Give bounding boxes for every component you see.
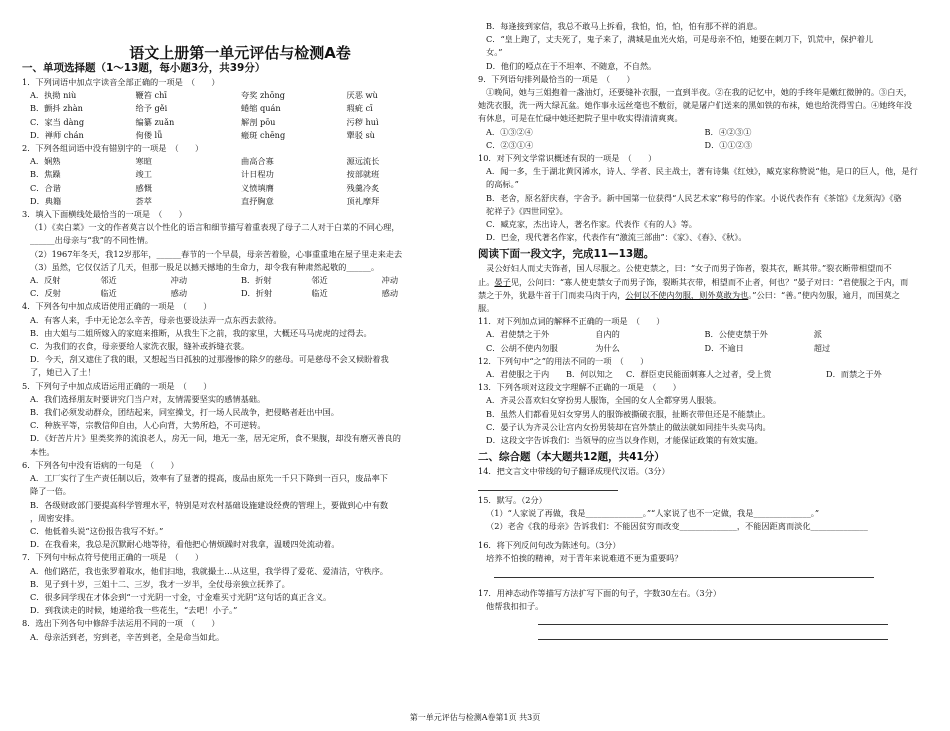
passage-line: 灵公好妇人而丈夫饰者，国人尽服之。公使吏禁之，曰：“女子而男子饰者，裂其衣，断其带。”裂衣断带相望而不 xyxy=(478,263,892,274)
option-row xyxy=(22,287,452,300)
option: 源远流长 xyxy=(346,156,380,167)
option: 超过 xyxy=(813,342,831,353)
underlined-name: 晏子 xyxy=(494,276,511,287)
passage-line: （2）1967年冬天，我12岁那年，______春节的一个早晨，母亲苦着脸，心事重重地在屋子里走来走去 xyxy=(30,248,403,259)
option-row xyxy=(478,342,923,355)
option-row xyxy=(22,155,452,168)
question: 14．把文言文中带线的句子翻译成现代汉语。（3分） xyxy=(478,466,670,477)
option: D．这段文字告诉我们：当领导的应当以身作则，才能保证政策的有效实施。 xyxy=(486,435,763,446)
fill-blank[interactable]: （1）“人家说了再做，我是______________。”“人家说了也不一定做，我是______________。” xyxy=(486,507,820,518)
option: A．君使禁之于外 xyxy=(486,329,550,340)
option: C．他低着头说“这份报告我写不好。” xyxy=(30,525,164,536)
option: D．而禁之于外 xyxy=(826,369,882,380)
option: D．禅师 chán xyxy=(30,129,84,140)
option-row xyxy=(22,89,452,102)
option-row xyxy=(22,274,452,287)
question: 11．对下列加点词的解释不正确的一项是 （ ） xyxy=(478,316,665,327)
passage-line: ______出母亲与“我”的不同性情。 xyxy=(30,235,153,246)
option: 感动 xyxy=(170,288,188,299)
option: A．反射 xyxy=(30,275,61,286)
option: 冲动 xyxy=(381,275,399,286)
underlined-sentence: 公何以不使内勿服，则外莫敢为也 xyxy=(625,289,749,300)
option: 邻近 xyxy=(311,275,328,286)
option: 的高标。” xyxy=(486,179,519,190)
answer-line[interactable] xyxy=(538,628,888,640)
option: C．②③①④ xyxy=(486,139,534,150)
option: 计日程功 xyxy=(241,169,274,180)
option: 了，她已入了土！ xyxy=(30,367,96,378)
option: 残羹冷炙 xyxy=(346,182,380,193)
question: 10．对下列文学常识概述有误的一项是 （ ） xyxy=(478,153,657,164)
option: 曲高合寡 xyxy=(241,156,274,167)
option: 本性。 xyxy=(30,446,55,457)
option: 夸奖 zhōng xyxy=(241,90,286,101)
option: A．我们选择朋友时要讲究门当户对，友情需要坚实的感情基础。 xyxy=(30,393,266,404)
passage-line: （1）《卖白菜》一文的作者莫言以个性化的语言和细节描写着重表现了母子二人对于白菜的不同心理， xyxy=(30,222,400,233)
reading-heading: 阅读下面一段文字，完成11—13题。 xyxy=(478,248,655,261)
option: C．群臣吏民能面刺寡人之过者，受上赏 xyxy=(626,369,772,380)
option: A．有客人来，手中无论怎么辛苦，母亲也要设法弄一点东西去款待。 xyxy=(30,314,282,325)
fill-blank[interactable]: （2）老舍《我的母亲》告诉我们：不能因贫穷而改变______________，不能因距离而淡化______________ xyxy=(486,520,868,531)
option: D．在我看来，我总是沉默耐心地等待，看他把心情烦躁时对我拿，温暖四处流动着。 xyxy=(30,539,340,550)
question: 16．将下列反问句改为陈述句。（3分） xyxy=(478,540,621,551)
option: A．母亲活到老，穷到老，辛苦到老，全是命当如此。 xyxy=(30,631,225,642)
option: 驼祥子》《四世同堂》。 xyxy=(486,205,568,216)
option: D．今天，刮又遮住了我的眼，又想起当日孤独的过那漫惨的除夕的慈母。可是慈母不会又候盼着我 xyxy=(30,354,389,365)
question: 13．下列各项对这段文字理解不正确的一项是 （ ） xyxy=(478,382,681,393)
option: C．臧克家，杰出诗人，著名作家。代表作《有的人》等。 xyxy=(486,219,697,230)
option: 直抒胸意 xyxy=(241,195,274,206)
option: D．折射 xyxy=(240,288,273,299)
answer-line[interactable] xyxy=(478,479,618,491)
section-heading: 二、综合题（本大题共12题，共41分） xyxy=(478,451,665,464)
option: C．很多同学现在才体会到“一寸光阴一寸金，寸金难买寸光阴”这句话的真正含义。 xyxy=(30,591,332,602)
option: 瑕疵 cī xyxy=(346,103,373,114)
option: 感慨 xyxy=(135,182,152,193)
option: 自内的 xyxy=(595,329,620,340)
option: 鞭笞 chī xyxy=(135,90,167,101)
option: B．虽然人们都看见妇女穿男人的服饰被撕破衣服，扯断衣带但还是不能禁止。 xyxy=(486,408,771,419)
passage-text: 止。 xyxy=(478,276,495,287)
option: D．不逾日 xyxy=(704,342,744,353)
answer-line[interactable] xyxy=(538,613,888,625)
option: D．到我读走的时候，她递给我一些花生，“去吧！小子。” xyxy=(30,605,238,616)
option: D．巴金，现代著名作家，代表作有“激流三部曲”：《家》、《春》、《秋》。 xyxy=(486,232,747,243)
option: B．我们必须发动群众，团结起来，同室操戈，打一场人民战争，把侵略者赶出中国。 xyxy=(30,407,339,418)
option: 竣工 xyxy=(135,169,152,180)
option: D．①①②③ xyxy=(704,139,753,150)
passage-text: 见，公问曰：“寡人使吏禁女子而男子饰，裂断其衣带，相望而不止者，何也？”晏子对曰：“君使服之于内，而 xyxy=(510,276,909,287)
answer-line[interactable] xyxy=(494,566,874,578)
option: 厌恶 wù xyxy=(346,90,378,101)
question: 1．下列词语中加点字读音全部正确的一项是 （ ） xyxy=(22,77,220,87)
option-row xyxy=(478,139,923,152)
option: 污秽 huì xyxy=(346,116,379,127)
option: B．何以知之 xyxy=(566,369,613,380)
option: B．各级财政部门要提高科学管理水平，特别是对农村基础设施建设经费的管理上，要做到心中有数 xyxy=(30,499,389,510)
option: 寒暄 xyxy=(135,156,152,167)
option: 女。” xyxy=(486,47,503,58)
option: B．见子到十岁，三姐十二、三岁，我才一岁半，全仗母亲独立抚养了。 xyxy=(30,578,290,589)
option: A．君使服之于内 xyxy=(486,369,550,380)
passage-line: （3）虽然，它仅仅活了几天，但那一股足以撼天撼地的生命力，却令我有种肃然起敬的______。 xyxy=(30,261,380,272)
question: 6．下列各句中没有语病的一句是 （ ） xyxy=(22,459,179,470)
passage-text: 禁之于外，犹悬牛首于门而卖马肉于内， xyxy=(478,289,626,300)
option: 顶礼摩拜 xyxy=(346,195,380,206)
option-row xyxy=(22,182,452,195)
right-column xyxy=(478,20,923,643)
option: C．种族平等，宗教信仰自由，人心向背，大势所趋，不可逆转。 xyxy=(30,420,266,431)
option: 按部就班 xyxy=(346,169,380,180)
option: B．公使吏禁于外 xyxy=(704,329,768,340)
page-title: 语文上册第一单元评估与检测A卷 xyxy=(129,44,351,62)
option: 犟驳 sù xyxy=(346,129,375,140)
option: C．家当 dàng xyxy=(30,116,85,127)
section-heading: 一、单项选择题（1～13题，每小题3分，共39分） xyxy=(22,62,266,74)
option: B．④②③① xyxy=(704,126,752,137)
option: B．颤抖 zhàn xyxy=(30,103,83,114)
option: 荟萃 xyxy=(135,195,152,206)
passage-text: 。”公曰：“善。”使内勿服，逾月，而国莫之 xyxy=(748,289,900,300)
page-footer: 第一单元评估与检测A卷第1页 共3页 xyxy=(409,713,541,722)
option: 义愤填膺 xyxy=(241,182,274,193)
question: 15．默写。（2分） xyxy=(478,494,547,505)
option: D．《好苦片片》里类奖养的流浪老人，房无一间，地无一垄，居无定所，食不果腹，却没有磨灭善良的 xyxy=(30,433,401,444)
option-row xyxy=(478,126,923,139)
option: A．①③②④ xyxy=(486,126,533,137)
option: A．娴熟 xyxy=(30,156,61,167)
passage-line xyxy=(478,276,923,289)
passage-line: 她洗衣服，洗一两大绿瓦盆。她作事永远丝毫也不敷衍，就是屠户们送来的黑如铁的布袜，她也给洗得雪白。④她终年没 xyxy=(478,100,912,111)
passage-line xyxy=(478,289,923,302)
option: B．老舍，原名舒庆春，字舍予。新中国第一位获得“人民艺术家”称号的作家。小说代表作有《茶馆》《龙须沟》《骆 xyxy=(486,192,902,203)
option: 蜷缩 quán xyxy=(241,103,281,114)
option: 感动 xyxy=(381,288,399,299)
option-row xyxy=(478,328,923,341)
question: 12．下列句中“之”的用法不同的一项 （ ） xyxy=(478,355,649,366)
option: 降了一倍。 xyxy=(30,486,71,497)
option: B．焦躁 xyxy=(30,169,61,180)
option: A．执拗 niù xyxy=(30,90,77,101)
option: A．闻一多，生于湖北黄冈浠水，诗人、学者、民主战士，著有诗集《红烛》，臧克家称赞说“他，是口的巨人，他，是行 xyxy=(486,166,918,177)
question: 8．选出下列各句中修辞手法运用不同的一项 （ ） xyxy=(22,618,220,629)
prompt-sentence: 培养不怕挨的精神，对于青年来说难道不更为重要吗？ xyxy=(486,553,683,564)
option-row xyxy=(22,168,452,181)
question: 5．下列句子中加点成语运用正确的一项是 （ ） xyxy=(22,380,212,391)
question: 7．下列句中标点符号使用正确的一项是 （ ） xyxy=(22,552,204,563)
passage-line: 有休息，可是在忙碌中她还把院子里中收实得清清爽爽。 xyxy=(478,113,683,124)
option: 冲动 xyxy=(170,275,188,286)
option: D．他们的啞点在于不坦率、不随意，不自然。 xyxy=(486,60,657,71)
option: A．工厂实行了生产责任制以后，效率有了显著的提高，废品由原先一千只下降到一百只，废品率下 xyxy=(30,473,388,484)
option: C．反射 xyxy=(30,288,61,299)
option-row xyxy=(22,195,452,208)
question: 2．下列各组词语中没有错别字的一项是 （ ） xyxy=(22,143,204,154)
option: 编纂 zuǎn xyxy=(135,116,175,127)
option: 佝偻 lǚ xyxy=(135,129,163,140)
option: C．晏子认为齐灵公让宫内女扮男装却在宫外禁止的做法就如同挂牛头卖马肉。 xyxy=(486,421,771,432)
option: A．齐灵公喜欢妇女穿扮男人服饰，全国的女人全都穿男人服装。 xyxy=(486,395,722,406)
option: B．折射 xyxy=(240,275,272,286)
option-row xyxy=(478,368,923,381)
option: A．他们路茫，我也张罗着取水，他们扫地，我就撮土…从这里，我学得了爱花、爱清洁，守秩序。 xyxy=(30,565,388,576)
option-row xyxy=(22,116,452,129)
option: 邻近 xyxy=(100,275,117,286)
question: 4．下列各句中加点成语使用正确的一项是 （ ） xyxy=(22,301,212,312)
option: 临近 xyxy=(311,288,328,299)
option: B．每逢接到家信，我总不敢马上拆看，我怕，怕，怕，怕有那不祥的消息。 xyxy=(486,21,763,31)
option: C．公胡不使内勿服 xyxy=(486,342,558,353)
option: C．合谐 xyxy=(30,182,61,193)
option: ，周密安排。 xyxy=(30,512,80,523)
option: 瘢斑 chēng xyxy=(241,129,286,140)
prompt-sentence: 他帮我扣扣子。 xyxy=(486,600,544,611)
passage-line: ①晚间，她与三姐抱着一盏油灯，还要缝补衣服，一直到半夜。②在我的记忆中，她的手终年是嫩红微肿的。③白天， xyxy=(486,87,912,98)
option: D．典籍 xyxy=(30,195,62,206)
option: B．由大姐与二姐所嫁入的家庭来推断，从我生下之前，我的家里，大概还马马虎虎的过得去。 xyxy=(30,327,372,338)
option: C．“皇上跑了，丈夫死了，鬼子来了，满城是血光火焰，可是母亲不怕，她要在刺刀下，饥荒中，保护着儿 xyxy=(486,34,874,45)
option: 派 xyxy=(813,329,822,340)
option: 解剖 pōu xyxy=(241,116,276,127)
option: 为什么 xyxy=(595,342,620,353)
option: 临近 xyxy=(100,288,117,299)
question: 9．下列语句排列最恰当的一项是 （ ） xyxy=(478,73,635,84)
option-row xyxy=(22,129,452,142)
question: 17．用神态动作等描写方法扩写下面的句子，字数30左右。（3分） xyxy=(478,587,722,598)
passage-line: 服。 xyxy=(478,303,495,314)
question: 3．填入下面横线处最恰当的一项是 （ ） xyxy=(22,209,187,220)
option: 给予 gěi xyxy=(135,103,168,114)
option-row xyxy=(22,102,452,115)
left-column xyxy=(22,40,452,644)
option: C．为我们的衣食，母亲要给人家洗衣服，缝补或拆缝衣裳。 xyxy=(30,341,250,352)
